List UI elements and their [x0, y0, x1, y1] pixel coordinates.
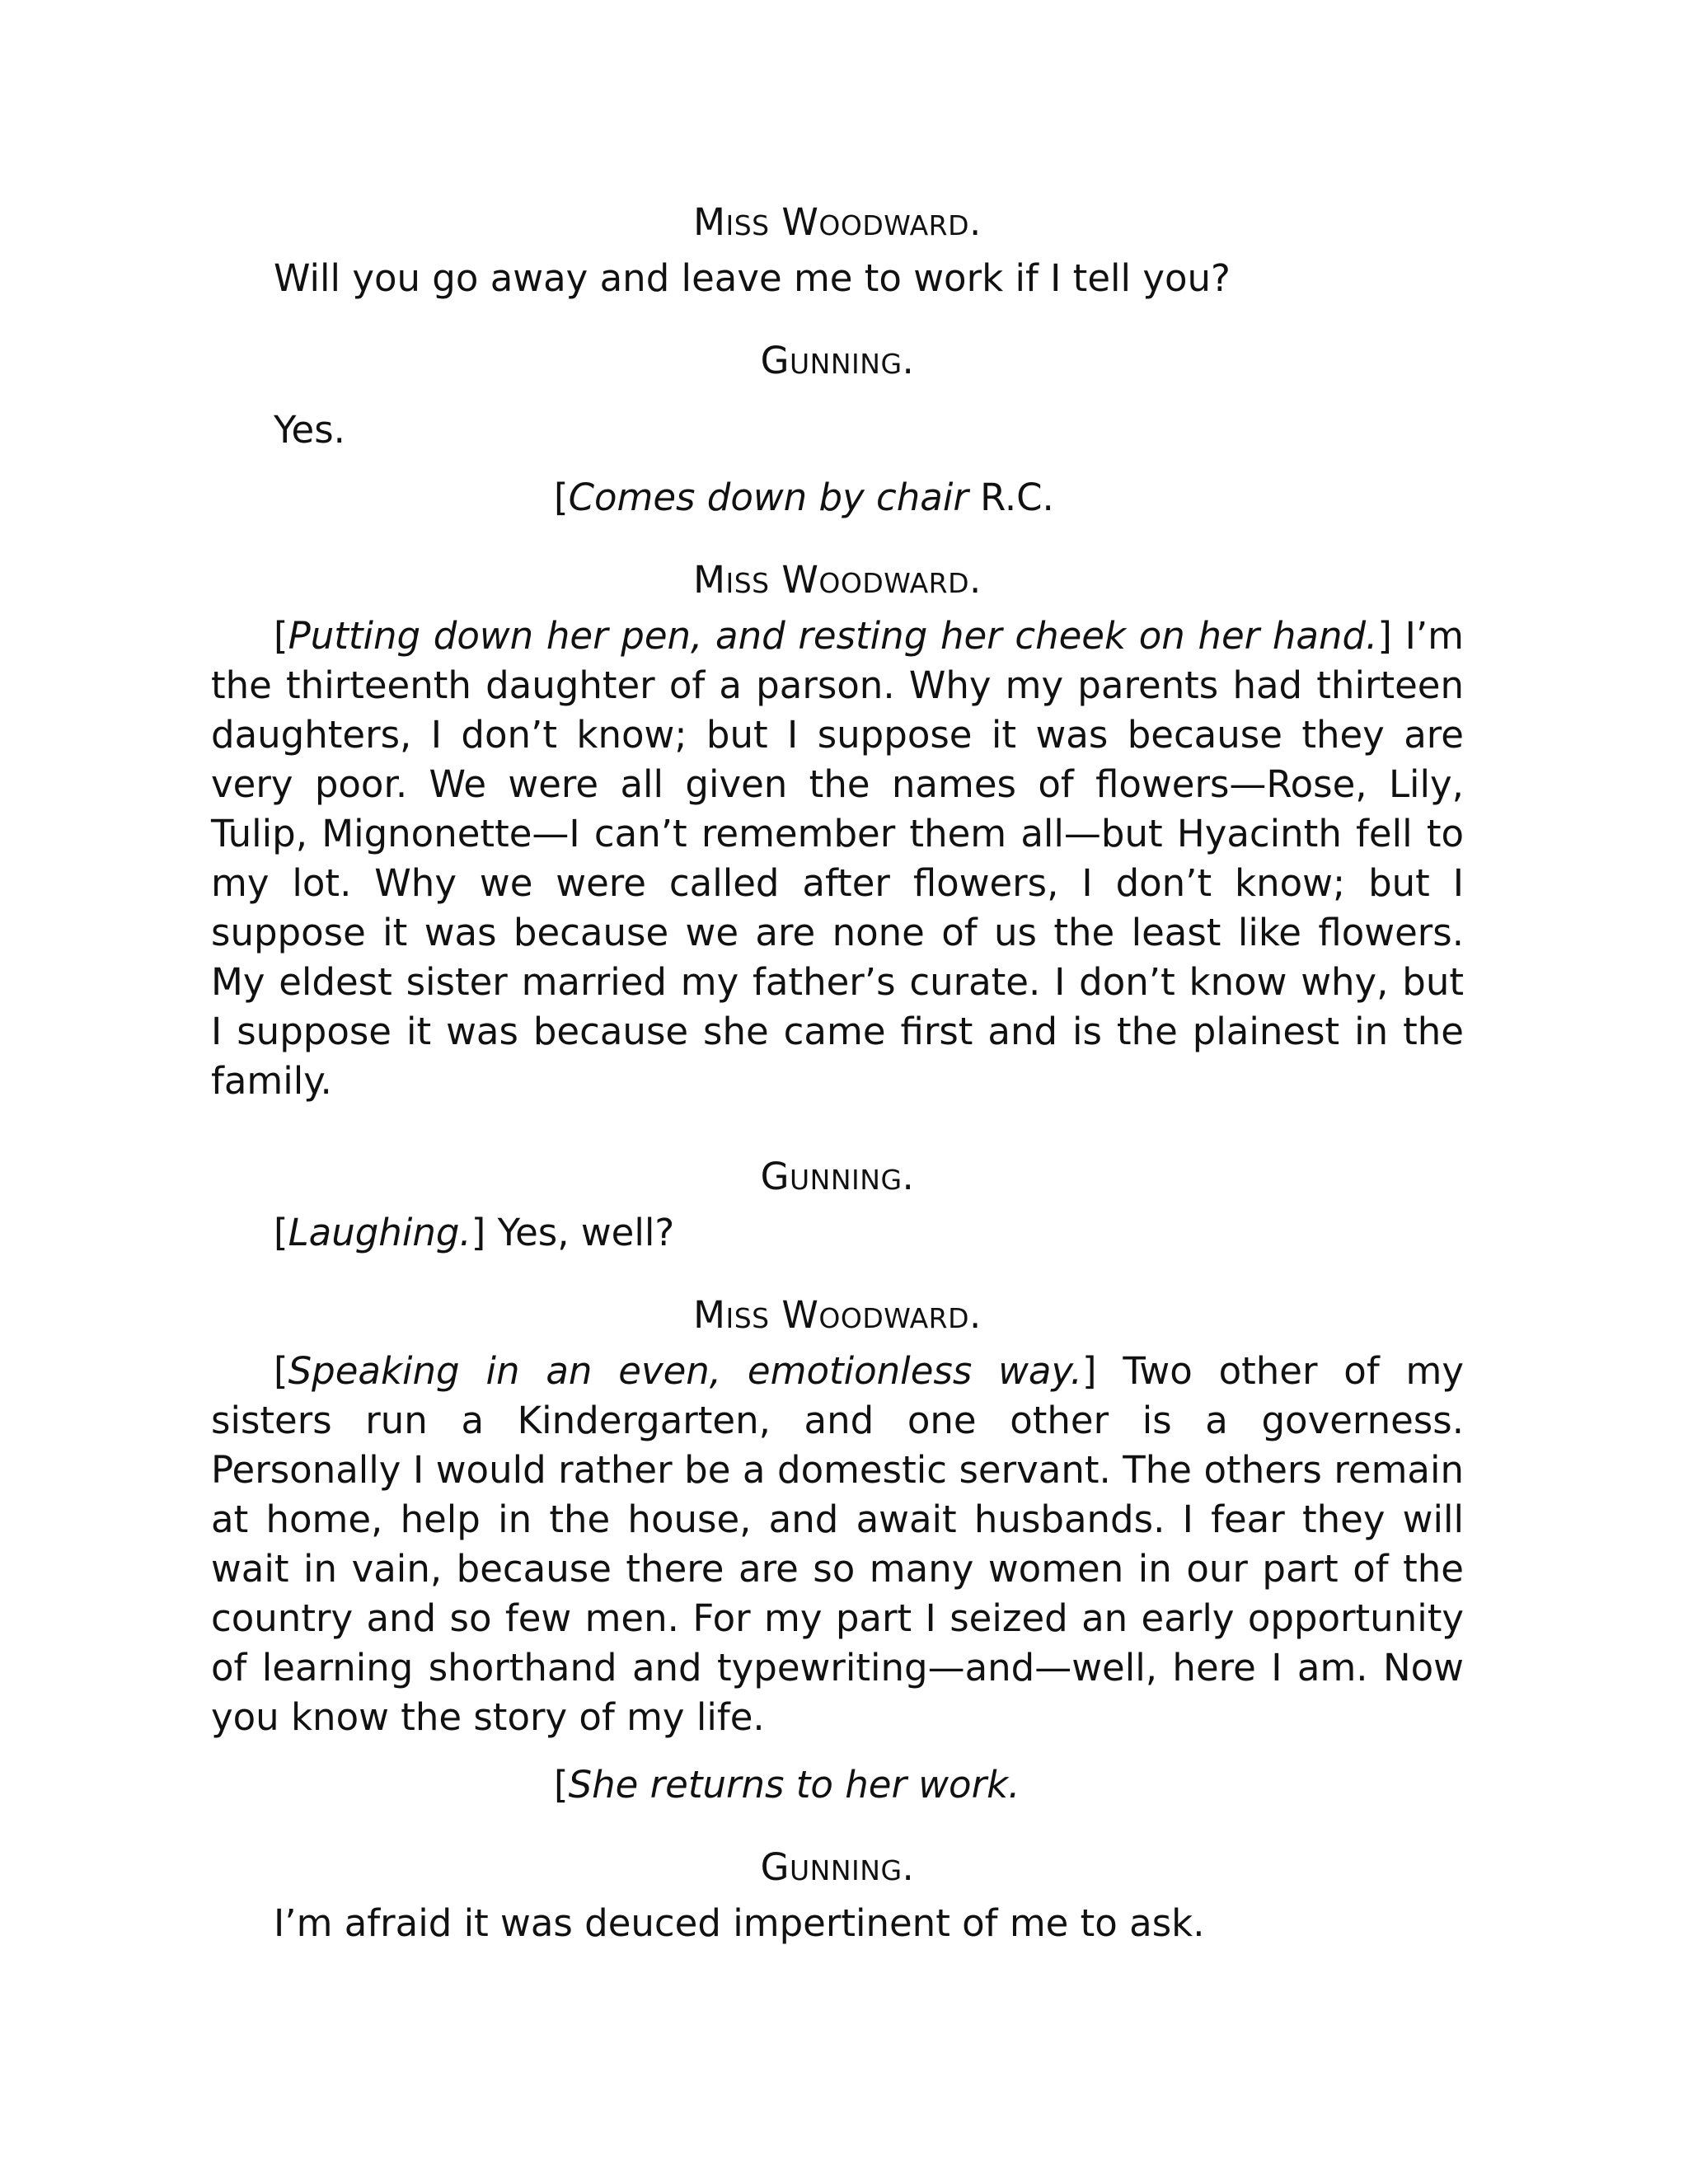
dialogue-paragraph: [Putting down her pen, and resting her cheek on her hand.] I’m the thirteenth daughter of a parson. Why my parents had thirteen daughters, I don’t know; but I suppose it was because they are very poor. We were all given the names of flowers—Rose, Lily, Tulip, Mignonette—I can’t remember them all—but Hyacinth fell to my lot. Why we were called after flowers, I don’t know; but I suppose it was because we are none of us the least like flowers. My eldest sister married my father’s curate. I don’t know why, but I suppose it was because she came first and is the plainest in the family. [211, 614, 1464, 1103]
dialogue-line: [Laughing.] Yes, well? [274, 1211, 675, 1254]
dialogue-line: Will you go away and leave me to work if I tell you? [274, 256, 1231, 300]
dialogue-line: I’m afraid it was deuced impertinent of me to ask. [274, 1901, 1205, 1945]
dialogue-paragraph: [Speaking in an even, emotionless way.] Two other of my sisters run a Kindergarten, and one other is a governess. Personally I would rather be a domestic servant. The others remain at home, help in the house, and await husbands. I fear they will wait in vain, because there are so many women in our part of the country and so few men. For my part I seized an early opportunity of learning shorthand and typewriting—and—well, here I am. Now you know the story of my life. [211, 1349, 1464, 1739]
speaker-miss-woodward: MISS WOODWARD. [693, 1293, 982, 1337]
dialogue-line: Yes. [274, 408, 345, 452]
speaker-miss-woodward: MISS WOODWARD. [693, 200, 982, 244]
speaker-gunning: GUNNING. [760, 1155, 915, 1198]
stage-direction: [Comes down by chair R.C. [554, 476, 1054, 519]
speaker-gunning: GUNNING. [760, 1845, 915, 1889]
speaker-miss-woodward: MISS WOODWARD. [693, 558, 982, 602]
stage-direction: [She returns to her work. [554, 1763, 1020, 1807]
speaker-gunning: GUNNING. [760, 339, 915, 382]
